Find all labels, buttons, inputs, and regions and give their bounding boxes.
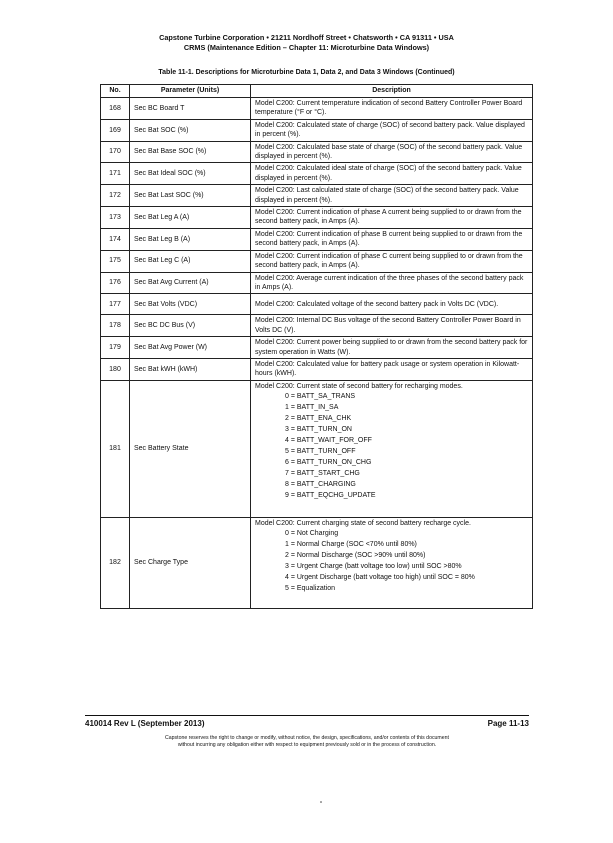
row-description: Model C200: Current power being supplied to or drawn from the second battery pack for system operation in Watts (W). [251,337,533,359]
row-parameter: Sec Bat Base SOC (%) [130,141,251,163]
row-number: 170 [101,141,130,163]
footer-divider [85,715,529,716]
battery-state-list [255,391,528,501]
row-parameter: Sec Bat Leg B (A) [130,228,251,250]
row-description [251,517,533,608]
table-row [101,228,533,250]
row-parameter: Sec Bat Last SOC (%) [130,185,251,207]
row-description: Model C200: Current indication of phase A current being supplied to or drawn from the second battery pack, in Amps (A). [251,207,533,229]
row-description: Model C200: Last calculated state of charge (SOC) of the second battery pack. Value displayed in percent (%). [251,185,533,207]
column-header-no: No. [101,85,130,98]
row-number: 180 [101,358,130,380]
state-item: 8 = BATT_CHARGING [285,481,356,489]
state-item: 5 = Equalization [285,585,336,593]
row-description: Model C200: Calculated base state of charge (SOC) of the second battery pack. Value displayed in percent (%). [251,141,533,163]
document-id: 410014 Rev L (September 2013) [85,719,205,728]
row-description: Model C200: Current indication of phase C current being supplied to or drawn from the second battery pack, in Amps (A). [251,250,533,272]
table-row [101,294,533,315]
row-description: Model C200: Internal DC Bus voltage of the second Battery Controller Power Board in Volts DC (V). [251,315,533,337]
state-item: 1 = BATT_IN_SA [285,404,339,412]
state-item: 6 = BATT_TURN_ON_CHG [285,459,372,467]
row-parameter: Sec Bat SOC (%) [130,119,251,141]
disclaimer [85,735,529,749]
row-description [251,380,533,517]
state-item: 2 = BATT_ENA_CHK [285,415,352,423]
row-description: Model C200: Average current indication of the three phases of the second battery pack in Amps (A). [251,272,533,294]
state-item: 2 = Normal Discharge (SOC >90% until 80%) [285,552,426,560]
table-caption: Table 11-1. Descriptions for Microturbine Data 1, Data 2, and Data 3 Windows (Continued) [158,69,455,76]
state-item: 1 = Normal Charge (SOC <70% until 80%) [285,541,417,549]
row-description-text: Model C200: Current charging state of second battery recharge cycle. [255,519,471,527]
state-item: 3 = BATT_TURN_ON [285,426,352,434]
row-description: Model C200: Calculated voltage of the second battery pack in Volts DC (VDC). [251,294,533,315]
row-description: Model C200: Current temperature indication of second Battery Controller Power Board temperature (°F or °C). [251,98,533,120]
table-row [101,337,533,359]
state-item: 4 = Urgent Discharge (batt voltage too high) until SOC = 80% [285,574,475,582]
table-row [101,141,533,163]
row-number: 174 [101,228,130,250]
row-parameter: Sec BC DC Bus (V) [130,315,251,337]
table-row [101,163,533,185]
row-description: Model C200: Calculated value for battery pack usage or system operation in Kilowatt-hours (kWH). [251,358,533,380]
charge-type-list [255,528,528,594]
row-number: 169 [101,119,130,141]
row-parameter: Sec Bat Avg Current (A) [130,272,251,294]
table-header-row [101,85,533,98]
state-item: 9 = BATT_EQCHG_UPDATE [285,492,376,500]
state-item: 0 = BATT_SA_TRANS [285,393,356,401]
row-number: 176 [101,272,130,294]
table-row [101,119,533,141]
row-parameter: Sec Bat Ideal SOC (%) [130,163,251,185]
row-number: 179 [101,337,130,359]
row-number: 173 [101,207,130,229]
row-description-text: Model C200: Current state of second battery for recharging modes. [255,382,463,390]
state-item: 7 = BATT_START_CHG [285,470,360,478]
row-number: 182 [101,517,130,608]
table-row-181 [101,380,533,517]
table-row [101,358,533,380]
row-parameter: Sec Bat Avg Power (W) [130,337,251,359]
row-number: 172 [101,185,130,207]
row-description: Model C200: Current indication of phase B current being supplied to or drawn from the second battery pack, in Amps (A). [251,228,533,250]
table-row [101,98,533,120]
table-row [101,315,533,337]
header-line-2: CRMS (Maintenance Edition – Chapter 11: Microturbine Data Windows) [183,43,430,52]
state-item: 5 = BATT_TURN_OFF [285,448,356,456]
state-item: 0 = Not Charging [285,530,339,538]
table-row [101,207,533,229]
row-parameter: Sec Battery State [130,380,251,517]
state-item: 3 = Urgent Charge (batt voltage too low) until SOC >80% [285,563,462,571]
row-parameter: Sec Charge Type [130,517,251,608]
row-number: 175 [101,250,130,272]
row-description: Model C200: Calculated ideal state of charge (SOC) of the second battery pack. Value displayed in percent (%). [251,163,533,185]
row-number: 177 [101,294,130,315]
table-row [101,272,533,294]
scan-speck [320,801,322,803]
row-parameter: Sec Bat Leg A (A) [130,207,251,229]
row-parameter: Sec BC Board T [130,98,251,120]
descriptions-table [100,84,533,609]
row-number: 178 [101,315,130,337]
page-number: Page 11-13 [487,719,529,728]
disclaimer-line-2: without incurring any obligation either with respect to equipment previously sold or in the process of construction. [177,742,437,748]
row-number: 168 [101,98,130,120]
column-header-description: Description [251,85,533,98]
row-parameter: Sec Bat kWH (kWH) [130,358,251,380]
header-line-1: Capstone Turbine Corporation • 21211 Nordhoff Street • Chatsworth • CA 91311 • USA [159,33,454,42]
page-header [0,33,613,53]
table-row-182 [101,517,533,608]
row-parameter: Sec Bat Volts (VDC) [130,294,251,315]
row-parameter: Sec Bat Leg C (A) [130,250,251,272]
table-row [101,250,533,272]
row-number: 171 [101,163,130,185]
row-number: 181 [101,380,130,517]
table-row [101,185,533,207]
state-item: 4 = BATT_WAIT_FOR_OFF [285,437,372,445]
disclaimer-line-1: Capstone reserves the right to change or modify, without notice, the design, specifications, and/or contents of this document [165,735,449,741]
row-description: Model C200: Calculated state of charge (SOC) of second battery pack. Value displayed in percent (%). [251,119,533,141]
column-header-parameter: Parameter (Units) [130,85,251,98]
